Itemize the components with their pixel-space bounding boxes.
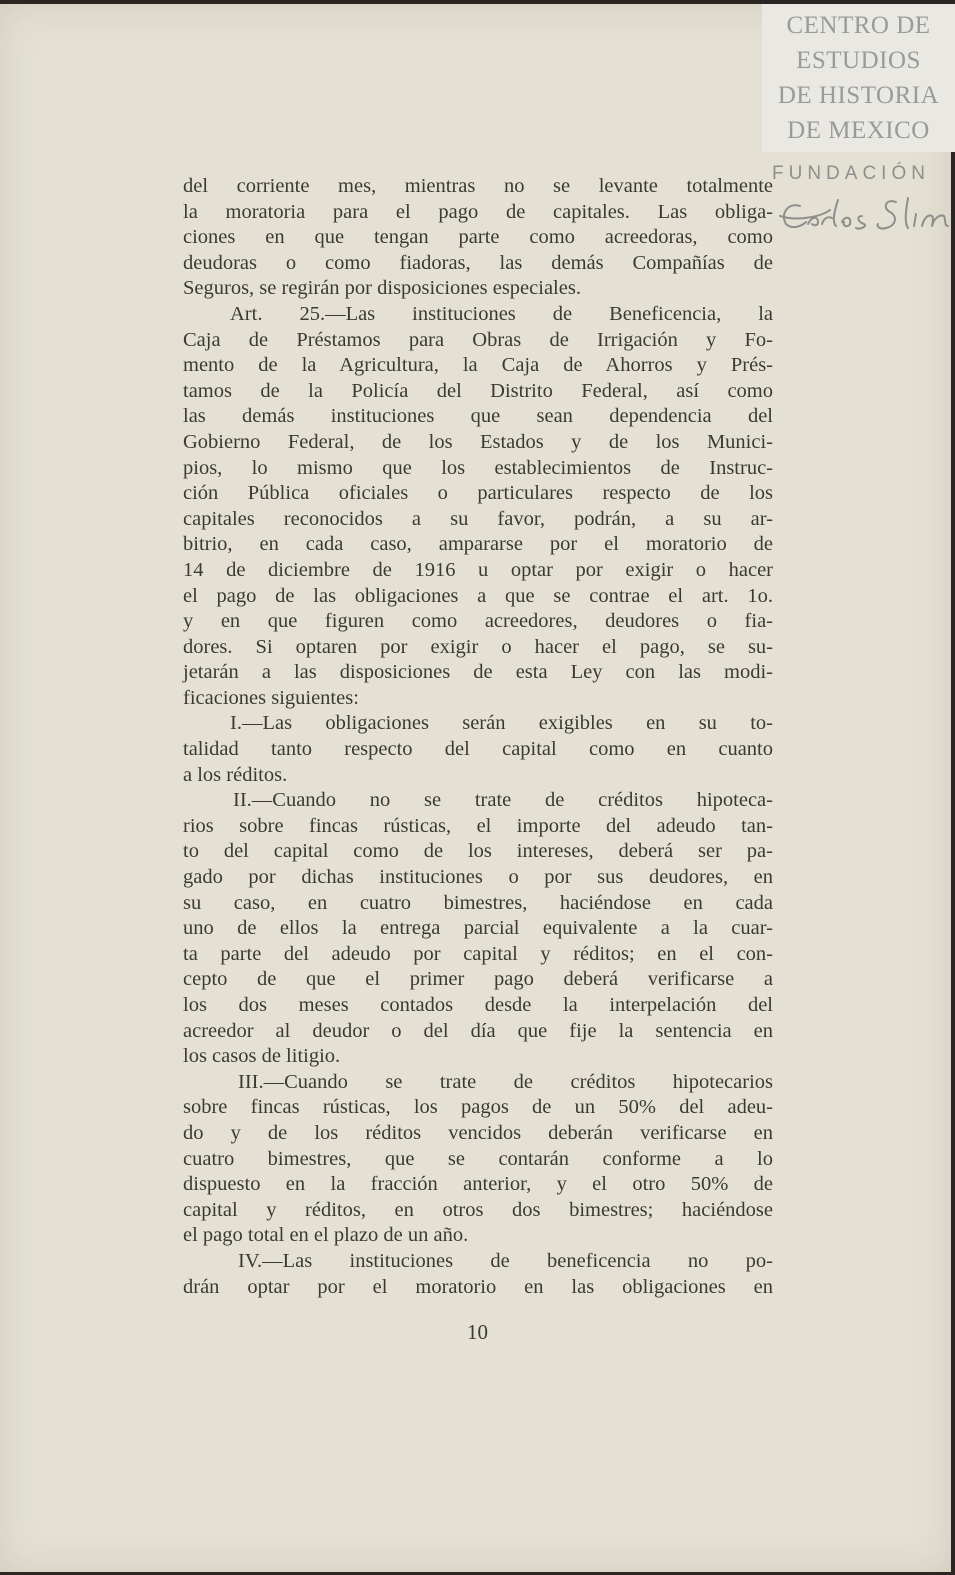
text-line: ción Pública oficiales o particulares respecto de los (183, 482, 773, 505)
stamp-line-2: ESTUDIOS (796, 47, 921, 74)
text-line: II.—Cuando no se trate de créditos hipoteca- (233, 789, 773, 812)
text-line: cuatro bimestres, que se contarán conforme a lo (183, 1147, 773, 1170)
text-line: ficaciones siguientes: (183, 686, 359, 709)
signature-logo (778, 192, 955, 244)
text-line: drán optar por el moratorio en las obligaciones en (183, 1275, 773, 1298)
text-line: IV.—Las instituciones de beneficencia no po- (238, 1249, 773, 1272)
text-line: del corriente mes, mientras no se levante totalmente (183, 175, 773, 197)
page-number: 10 (467, 1320, 488, 1344)
document-page (0, 4, 951, 1572)
text-line: rios sobre fincas rústicas, el importe del adeudo tan- (183, 814, 773, 837)
body-text (183, 174, 773, 1300)
text-line: los dos meses contados desde la interpelación del (183, 994, 773, 1016)
text-line: dores. Si optaren por exigir o hacer el pago, se su- (183, 635, 773, 658)
text-line: a los réditos. (183, 763, 288, 786)
text-line: gado por dichas instituciones o por sus deudores, en (183, 866, 773, 889)
text-line: capital y réditos, en otros dos bimestres; haciéndose (183, 1198, 773, 1221)
text-line: deudoras o como fiadoras, las demás Compañías de (183, 251, 773, 274)
stamp-line-3: DE HISTORIA (777, 82, 940, 109)
text-line: jetarán a las disposiciones de esta Ley con las modi- (183, 661, 773, 684)
text-line: do y de los réditos vencidos deberán verificarse en (183, 1121, 773, 1144)
text-line: bitrio, en cada caso, ampararse por el moratorio de (183, 533, 773, 556)
stamp-line-1: CENTRO DE (786, 12, 931, 39)
text-line: dispuesto en la fracción anterior, y el otro 50% de (183, 1173, 773, 1196)
text-line: I.—Las obligaciones serán exigibles en su to- (230, 712, 773, 735)
text-line: el pago de las obligaciones a que se contrae el art. 1o. (183, 584, 773, 607)
text-line: Seguros, se regirán por disposiciones especiales. (183, 277, 581, 300)
text-line: capitales reconocidos a su favor, podrán, a su ar- (183, 507, 773, 530)
text-line: Art. 25.—Las instituciones de Beneficencia, la (230, 302, 773, 325)
text-line: tamos de la Policía del Distrito Federal, así como (183, 379, 773, 402)
text-line: la moratoria para el pago de capitales. Las obliga- (183, 200, 773, 223)
text-line: y en que figuren como acreedores, deudores o fia- (183, 610, 773, 633)
text-line: ta parte del adeudo por capital y réditos; en el con- (183, 942, 773, 965)
text-line: su caso, en cuatro bimestres, haciéndose en cada (183, 891, 773, 914)
text-line: talidad tanto respecto del capital como en cuanto (183, 738, 773, 761)
text-line: Caja de Préstamos para Obras de Irrigación y Fo- (183, 328, 773, 351)
text-line: sobre fincas rústicas, los pagos de un 50% del adeu- (183, 1096, 773, 1119)
foundation-label: FUNDACIÓN (772, 163, 930, 184)
text-line: las demás instituciones que sean dependencia del (183, 405, 773, 428)
text-line: uno de ellos la entrega parcial equivalente a la cuar- (183, 917, 773, 940)
text-line: III.—Cuando se trate de créditos hipotecarios (238, 1070, 773, 1093)
text-line: mento de la Agricultura, la Caja de Ahorros y Prés- (183, 354, 773, 377)
text-line: el pago total en el plazo de un año. (183, 1224, 469, 1247)
text-line: Gobierno Federal, de los Estados y de los Munici- (183, 430, 773, 453)
text-line: 14 de diciembre de 1916 u optar por exigir o hacer (183, 558, 773, 581)
text-line: acreedor al deudor o del día que fije la sentencia en (183, 1019, 773, 1042)
text-line: pios, lo mismo que los establecimientos de Instruc- (183, 456, 773, 479)
text-line: to del capital como de los intereses, deberá ser pa- (183, 840, 773, 863)
archive-stamp (762, 4, 955, 152)
text-line: los casos de litigio. (183, 1045, 341, 1068)
text-line: cepto de que el primer pago deberá verificarse a (183, 968, 773, 991)
text-line: ciones en que tengan parte como acreedoras, como (183, 226, 773, 249)
stamp-line-4: DE MEXICO (787, 117, 930, 144)
